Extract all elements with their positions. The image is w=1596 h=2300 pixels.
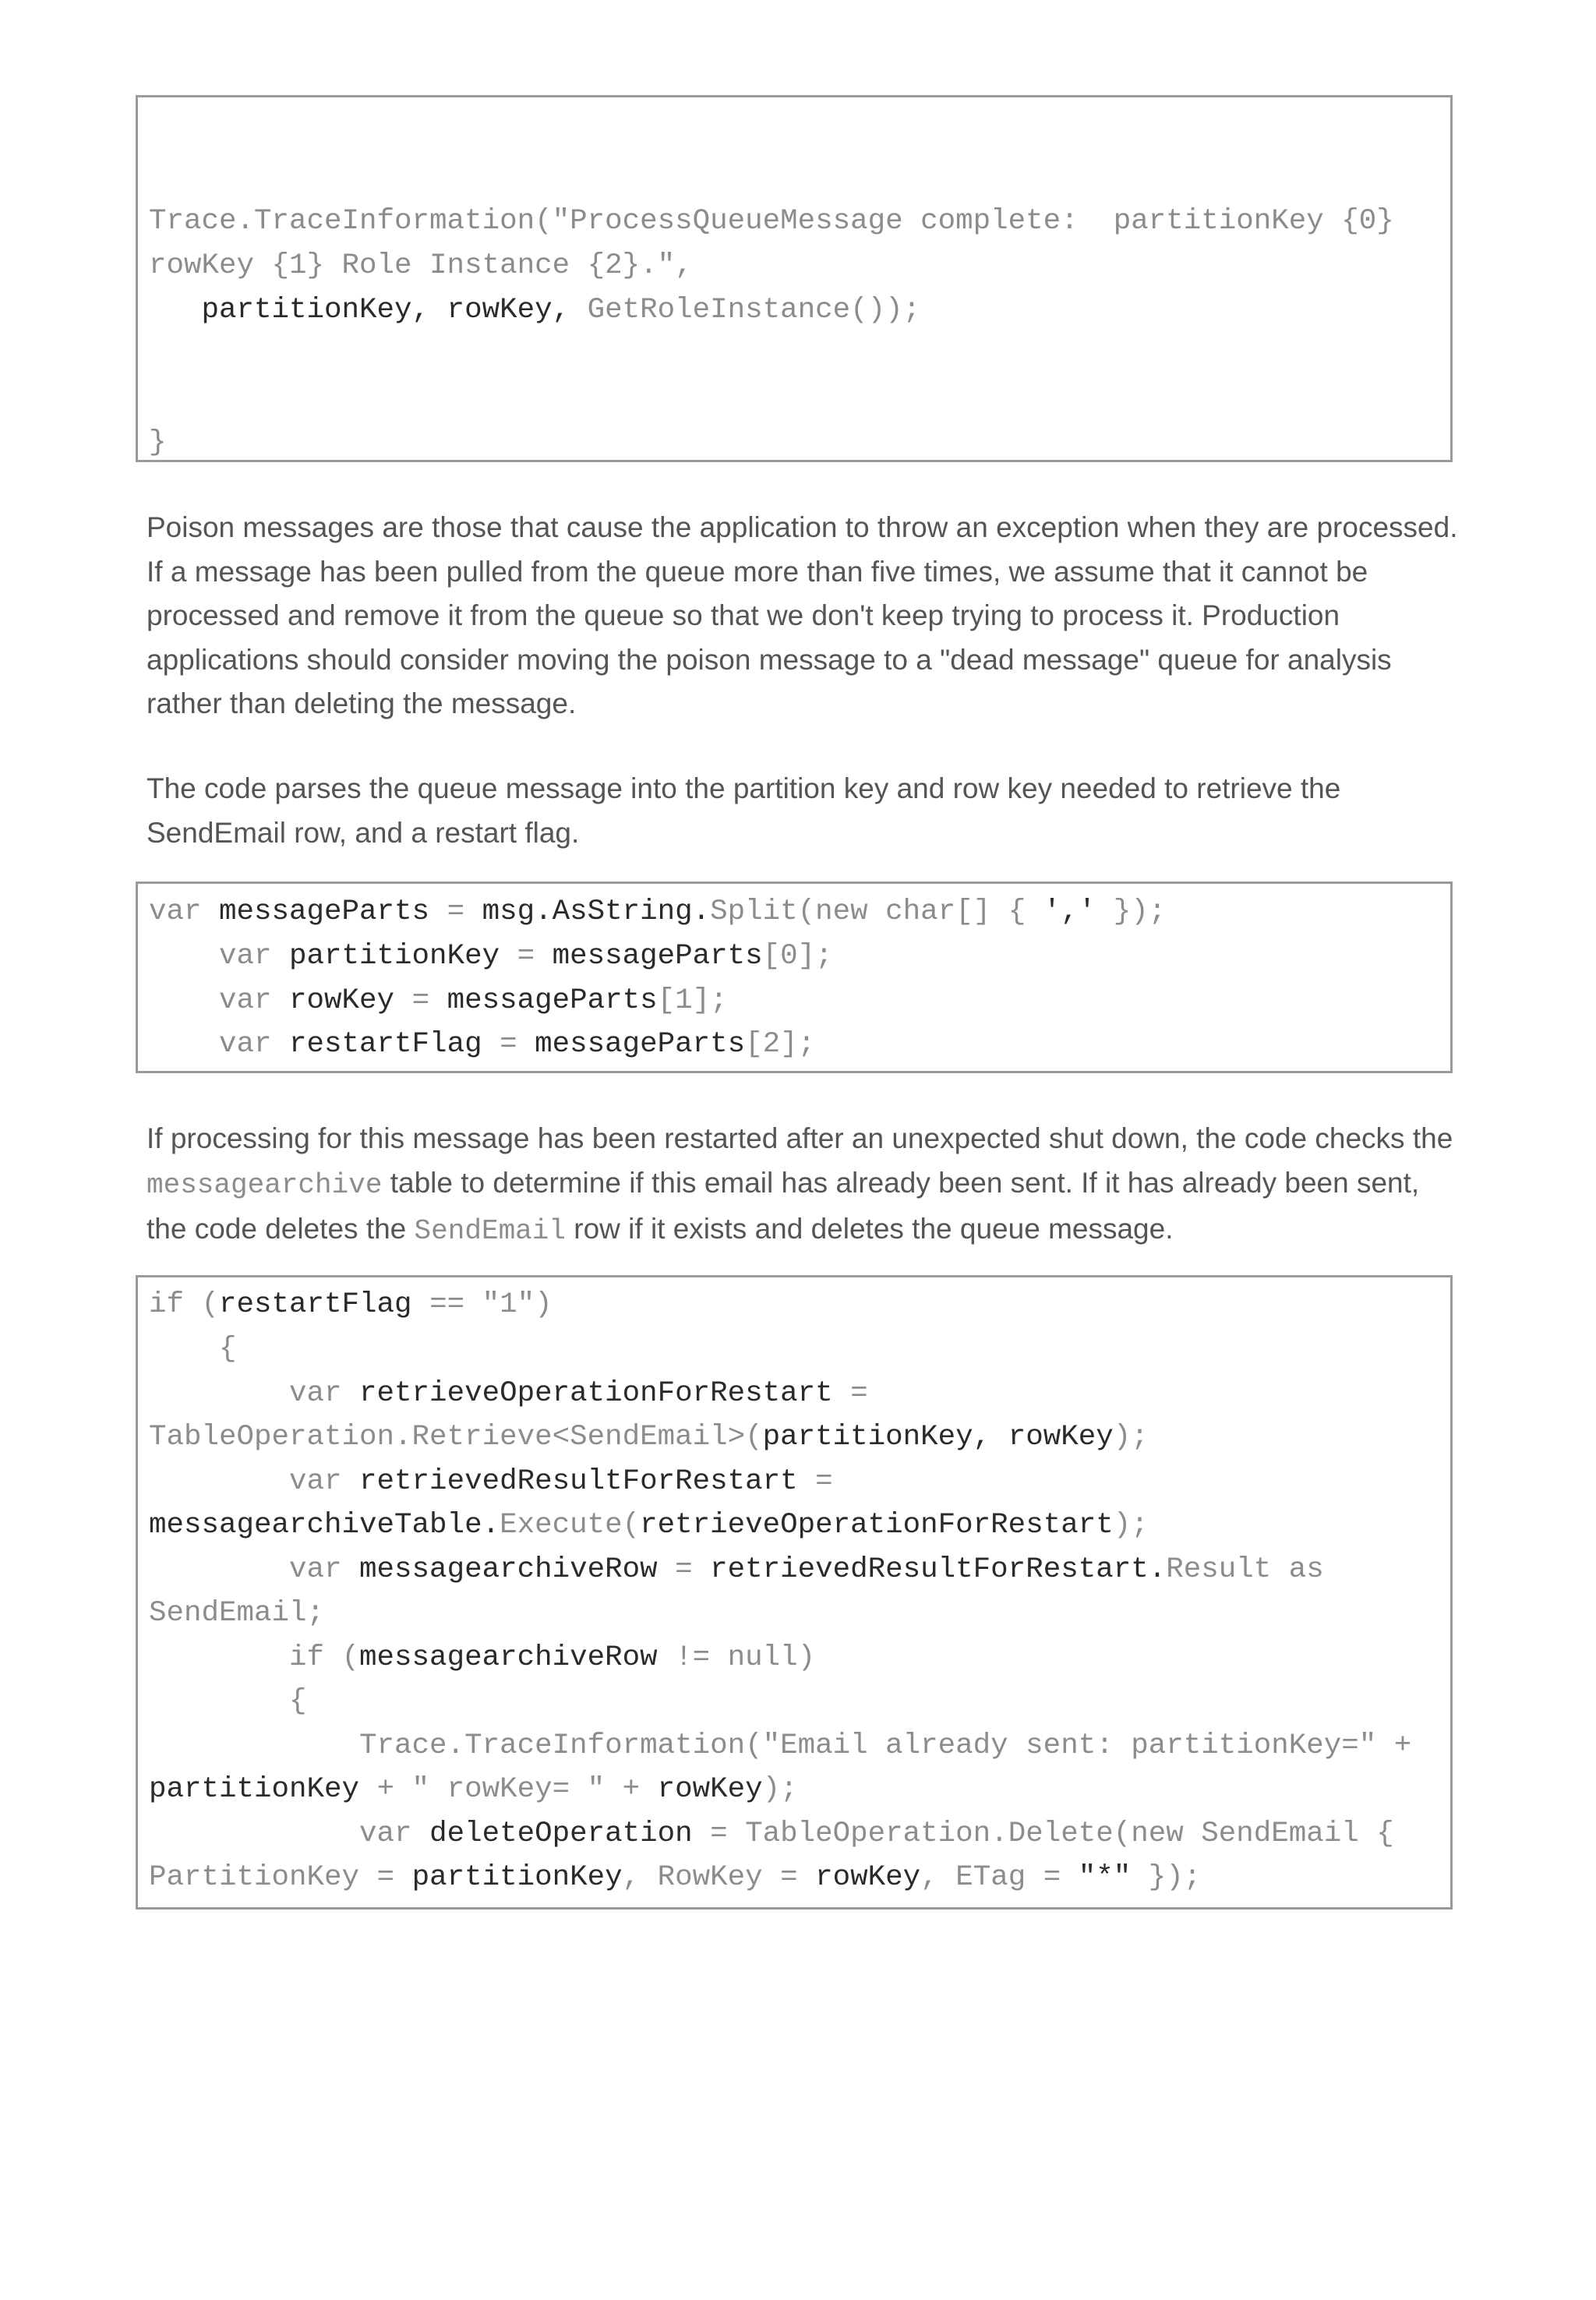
code-token: [1]; — [657, 984, 728, 1017]
code-token: var — [149, 1028, 290, 1061]
paragraph-parse-message: The code parses the queue message into the partition key and row key needed to retrieve the SendEmail row, and a restart flag. — [147, 772, 1341, 849]
code-token: var — [149, 1818, 430, 1850]
code-token: var — [149, 1553, 360, 1586]
code-token: Trace.TraceInformation("ProcessQueueMessage complete: partitionKey {0} — [149, 205, 1394, 238]
code-line — [149, 1680, 307, 1723]
code-token: Execute( — [500, 1509, 641, 1542]
code-line — [149, 1548, 1324, 1592]
code-line — [149, 1460, 833, 1503]
code-token: messagearchiveRow — [359, 1641, 658, 1674]
code-line — [149, 1592, 324, 1635]
code-line — [149, 979, 728, 1023]
code-line — [149, 934, 833, 978]
code-line — [149, 244, 693, 288]
code-token: partitionKey, rowKey, — [149, 294, 588, 327]
paragraph-text: table to determine if this email has already been sent. If it has already been sent, the code deletes the — [147, 1166, 1420, 1245]
code-token: = — [429, 896, 482, 928]
code-token: + " rowKey= " + — [359, 1773, 658, 1806]
code-token: messageParts — [219, 896, 430, 928]
paragraph-text: If processing for this message has been restarted after an unexpected shut down, the code checks the — [147, 1122, 1453, 1154]
code-token: rowKey — [289, 984, 395, 1017]
code-token: "*" — [1078, 1861, 1132, 1894]
code-token: SendEmail; — [149, 1597, 325, 1630]
code-token: partitionKey — [289, 940, 500, 973]
code-token: msg.AsString. — [482, 896, 711, 928]
code-token: = — [657, 1553, 711, 1586]
code-token: messageParts — [552, 940, 763, 973]
code-token: ); — [1113, 1421, 1149, 1454]
code-line — [149, 1856, 1201, 1899]
code-token: retrievedResultForRestart. — [710, 1553, 1167, 1586]
code-token: ); — [1113, 1509, 1149, 1542]
code-line — [149, 421, 167, 465]
code-token: [2]; — [745, 1028, 816, 1061]
code-line — [149, 288, 920, 332]
code-line — [149, 890, 1166, 934]
code-token: ',' — [1043, 896, 1096, 928]
code-line — [149, 1283, 553, 1327]
code-token: Result as — [1166, 1553, 1324, 1586]
paragraph-restart-check — [147, 1117, 1464, 1254]
code-token: var — [149, 1465, 360, 1498]
code-token: ); — [762, 1773, 798, 1806]
code-token: var — [149, 1377, 360, 1410]
code-token: { — [149, 1333, 237, 1366]
code-token: rowKey {1} Role Instance {2}.", — [149, 249, 693, 282]
code-line — [149, 1636, 815, 1680]
inline-code-messagearchive: messagearchive — [147, 1168, 383, 1201]
code-token: == "1") — [411, 1288, 553, 1321]
code-token: , RowKey = — [622, 1861, 816, 1894]
code-token: = — [832, 1377, 868, 1410]
code-token: = — [394, 984, 447, 1017]
code-token: TableOperation.Retrieve<SendEmail>( — [149, 1421, 763, 1454]
code-token: var — [149, 896, 220, 928]
code-token: messagearchiveRow — [359, 1553, 658, 1586]
code-line — [149, 1503, 1149, 1547]
code-line — [149, 1812, 1394, 1856]
code-token: , ETag = — [920, 1861, 1079, 1894]
code-token: messageParts — [535, 1028, 746, 1061]
code-token: var — [149, 984, 290, 1017]
code-token: Trace.TraceInformation("Email already sent: partitionKey=" + — [149, 1729, 1412, 1762]
code-token: messageParts — [447, 984, 658, 1017]
code-token: GetRoleInstance()); — [587, 294, 921, 327]
code-token: retrieveOperationForRestart — [640, 1509, 1114, 1542]
code-token: Split(new char[] { — [710, 896, 1043, 928]
code-token: retrievedResultForRestart — [359, 1465, 798, 1498]
inline-code-sendemail: SendEmail — [414, 1215, 566, 1247]
paragraph-text: row if it exists and deletes the queue message. — [565, 1213, 1174, 1245]
code-token: rowKey — [657, 1773, 763, 1806]
code-token: restartFlag — [219, 1288, 412, 1321]
code-token: var — [149, 940, 290, 973]
code-token: = — [500, 940, 553, 973]
code-block-trace — [136, 95, 1453, 462]
code-block-parse — [136, 881, 1453, 1073]
code-token: rowKey — [815, 1861, 921, 1894]
code-token: }); — [1131, 1861, 1202, 1894]
code-token: = — [797, 1465, 833, 1498]
code-line — [149, 1415, 1149, 1459]
code-token: != null) — [657, 1641, 816, 1674]
code-block-restart — [136, 1275, 1453, 1910]
paragraph-poison-messages: Poison messages are those that cause the application to throw an exception when they are processed. If a message has been pulled from the queue more than five times, we assume that it cannot be processed and remove it from the queue so that we don't keep trying to process it. Production applications should consider moving the poison message to a "dead message" queue for analysis rather than deleting the message. — [147, 511, 1458, 719]
code-token: if ( — [149, 1641, 360, 1674]
code-line — [149, 1327, 237, 1371]
code-line — [149, 1768, 798, 1811]
code-token: partitionKey, rowKey — [762, 1421, 1114, 1454]
code-token: } — [149, 426, 167, 459]
code-token: if ( — [149, 1288, 220, 1321]
code-token: deleteOperation — [429, 1818, 693, 1850]
code-token: restartFlag — [289, 1028, 482, 1061]
code-token: partitionKey — [149, 1773, 360, 1806]
code-token: = TableOperation.Delete(new SendEmail { — [692, 1818, 1394, 1850]
code-token: partitionKey — [411, 1861, 623, 1894]
code-token: }); — [1096, 896, 1167, 928]
code-token: { — [149, 1685, 307, 1718]
code-line — [149, 1023, 815, 1066]
code-line — [149, 200, 1394, 243]
code-token: = — [482, 1028, 535, 1061]
code-token: retrieveOperationForRestart — [359, 1377, 833, 1410]
code-line — [149, 1724, 1411, 1768]
code-token: [0]; — [762, 940, 833, 973]
code-token: PartitionKey = — [149, 1861, 412, 1894]
code-line — [149, 1372, 868, 1415]
code-token: messagearchiveTable. — [149, 1509, 500, 1542]
